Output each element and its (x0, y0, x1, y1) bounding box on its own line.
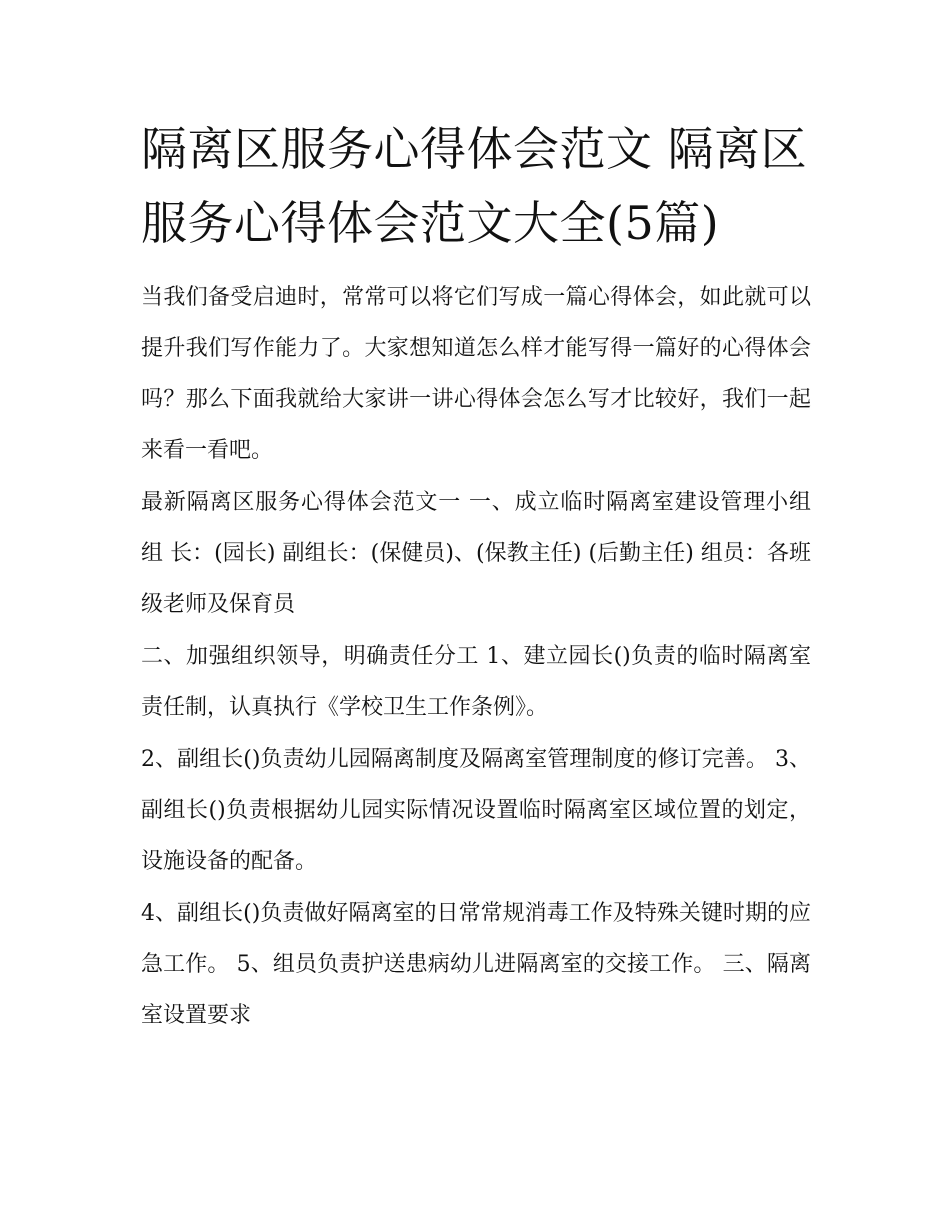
paragraph-items-2-3: 2、副组长()负责幼儿园隔离制度及隔离室管理制度的修订完善。 3、副组长()负责根据幼儿园实际情况设置临时隔离室区域位置的划定，设施设备的配备。 (141, 747, 811, 874)
paragraph-section-1: 最新隔离区服务心得体会范文一 一、成立临时隔离室建设管理小组 组 长：(园长) 副组长：(保健员)、(保教主任) (后勤主任) 组员：各班级老师及保育员 (141, 490, 811, 617)
document-body (141, 112, 811, 1042)
paragraph-items-4-5: 4、副组长()负责做好隔离室的日常常规消毒工作及特殊关键时期的应急工作。 5、组员负责护送患病幼儿进隔离室的交接工作。 三、隔离室设置要求 (141, 901, 811, 1028)
paragraph-section-2: 二、加强组织领导，明确责任分工 1、建立园长()负责的临时隔离室责任制，认真执行《学校卫生工作条例》。 (141, 644, 811, 720)
document-title: 隔离区服务心得体会范文 隔离区服务心得体会范文大全(5篇) (141, 122, 808, 250)
paragraph-intro: 当我们备受启迪时，常常可以将它们写成一篇心得体会，如此就可以提升我们写作能力了。大家想知道怎么样才能写得一篇好的心得体会吗？那么下面我就给大家讲一讲心得体会怎么写才比较好，我们一起来看一看吧。 (141, 285, 811, 463)
